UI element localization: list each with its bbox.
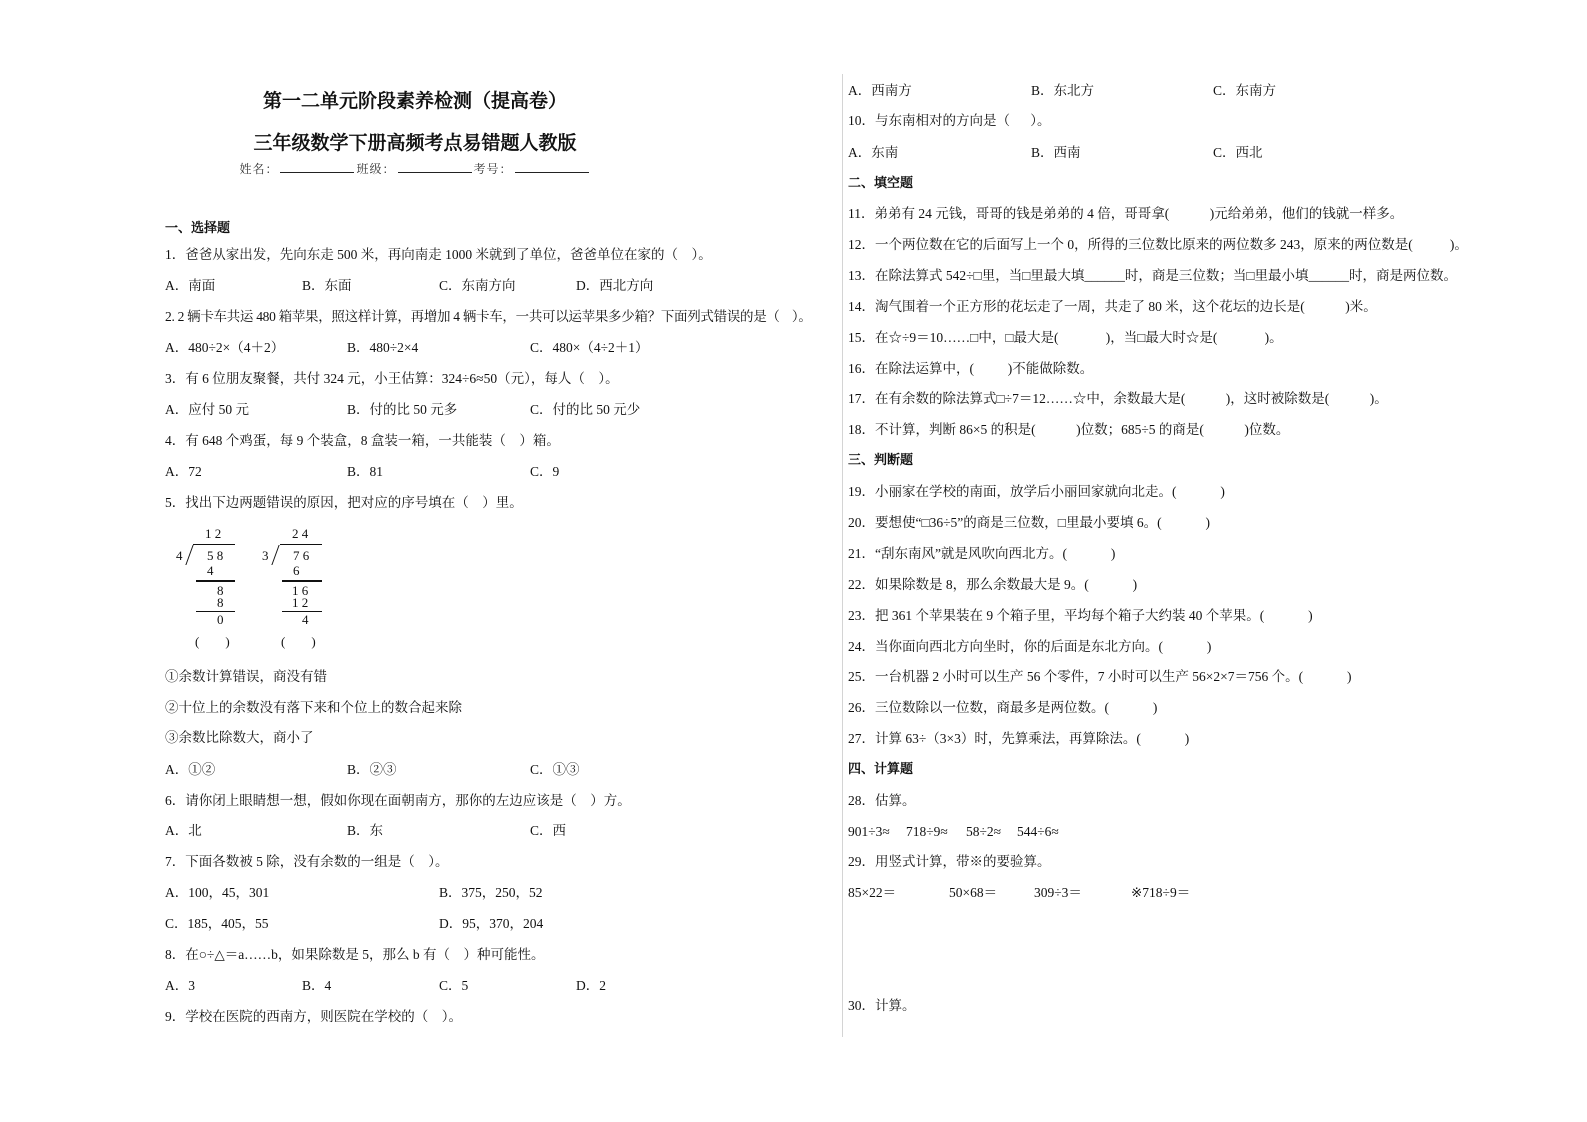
q7-option-c: C．185，405，55 [165,916,269,931]
q10-option-c: C．西北 [1213,145,1263,160]
q9-option-a: A．西南方 [848,83,912,98]
question-11: 11．弟弟有 24 元钱，哥哥的钱是弟弟的 4 倍，哥哥拿( )元给弟弟，他们的钱就一样多。 [848,206,1404,221]
dividend: 5 8 [207,548,224,563]
question-1: 1．爸爸从家出发，先向东走 500 米，再向南走 1000 米就到了单位，爸爸单位在家的（ ）。 [165,247,712,262]
q3-option-a: A．应付 50 元 [165,402,249,417]
question-14: 14．淘气围着一个正方形的花坛走了一周，共走了 80 米，这个花坛的边长是( )米。 [848,299,1377,314]
q29-item-2: 50×68＝ [949,885,998,900]
exam-title: 第一二单元阶段素养检测（提高卷） [262,90,567,112]
q5-option-c: C．①③ [530,762,580,777]
q28-item-1: 901÷3≈ [848,824,890,839]
question-9: 9．学校在医院的西南方，则医院在学校的（ ）。 [165,1009,462,1024]
q6-option-b: B．东 [347,823,384,838]
question-19: 19．小丽家在学校的南面，放学后小丽回家就向北走。( ) [848,484,1225,499]
question-29: 29．用竖式计算，带※的要验算。 [848,854,1051,869]
question-15: 15．在☆÷9＝10……□中，□最大是( )，当□最大时☆是( )。 [848,330,1283,345]
q10-option-b: B．西南 [1031,145,1081,160]
q3-option-b: B．付的比 50 元多 [347,402,458,417]
section-heading-fill: 二、填空题 [848,176,914,191]
q5-reason-3: ③余数比除数大，商小了 [165,730,314,745]
question-3: 3．有 6 位朋友聚餐，共付 324 元，小王估算：324÷6≈50（元），每人（ ）。 [165,371,619,386]
question-27: 27．计算 63÷（3×3）时，先算乘法，再算除法。( ) [848,731,1190,746]
dividend: 7 6 [293,548,310,563]
section-heading-judge: 三、判断题 [848,453,914,468]
q4-option-a: A．72 [165,464,202,479]
class-field[interactable] [398,160,472,173]
question-18: 18．不计算，判断 86×5 的积是( )位数；685÷5 的商是( )位数。 [848,422,1290,437]
step: 4 [302,612,309,627]
exam-subtitle: 三年级数学下册高频考点易错题人教版 [253,132,577,154]
q7-option-d: D．95，370，204 [439,916,544,931]
q29-item-3: 309÷3＝ [1034,885,1082,900]
q8-option-a: A．3 [165,978,195,993]
question-5: 5．找出下边两题错误的原因，把对应的序号填在（ ）里。 [165,495,523,510]
q6-option-c: C．西 [530,823,567,838]
question-28: 28．估算。 [848,793,916,808]
q2-option-a: A．480÷2×（4＋2） [165,340,285,355]
q1-option-c: C．东南方向 [439,278,516,293]
name-field[interactable] [280,160,354,173]
q2-option-b: B．480÷2×4 [347,340,419,355]
q2-option-c: C．480×（4÷2＋1） [530,340,649,355]
student-info-row [0,160,830,177]
q4-option-c: C．9 [530,464,560,479]
answer-blank[interactable]: ( ) [281,634,316,649]
q7-option-b: B．375，250，52 [439,885,543,900]
number-field[interactable] [515,160,589,173]
q9-option-c: C．东南方 [1213,83,1277,98]
q28-item-4: 544÷6≈ [1017,824,1059,839]
question-16: 16．在除法运算中，( )不能做除数。 [848,361,1094,376]
question-2: 2. 2 辆卡车共运 480 箱苹果，照这样计算，再增加 4 辆卡车，一共可以运苹果多少箱？下面列式错误的是（ ）。 [165,309,812,324]
q5-option-a: A．①② [165,762,216,777]
q1-option-b: B．东面 [302,278,352,293]
question-10: 10．与东南相对的方向是（ ）。 [848,113,1051,128]
quotient: 1 2 [205,526,222,541]
question-30: 30．计算。 [848,998,916,1013]
class-label: 班级： [356,162,396,176]
question-13: 13．在除法算式 542÷□里，当□里最大填______时，商是三位数；当□里最小填______时，商是两位数。 [848,268,1457,283]
question-21: 21．“刮东南风”就是风吹向西北方。( ) [848,546,1116,561]
q1-option-d: D．西北方向 [576,278,654,293]
q1-option-a: A．南面 [165,278,216,293]
question-22: 22．如果除数是 8，那么余数最大是 9。( ) [848,577,1138,592]
name-label: 姓名： [239,162,279,176]
question-26: 26．三位数除以一位数，商最多是两位数。( ) [848,700,1158,715]
step: 0 [217,612,224,627]
number-label: 考号： [473,162,513,176]
q8-option-c: C．5 [439,978,469,993]
question-20: 20．要想使“□36÷5”的商是三位数，□里最小要填 6。( ) [848,515,1210,530]
q28-item-2: 718÷9≈ [906,824,948,839]
question-24: 24．当你面向西北方向坐时，你的后面是东北方向。( ) [848,639,1212,654]
question-17: 17．在有余数的除法算式□÷7＝12……☆中，余数最大是( )，这时被除数是( )。 [848,391,1388,406]
q5-option-b: B．②③ [347,762,397,777]
q5-reason-1: ①余数计算错误，商没有错 [165,669,327,684]
step: 1 2 [292,595,309,610]
q10-option-a: A．东南 [848,145,899,160]
question-12: 12．一个两位数在它的后面写上一个 0，所得的三位数比原来的两位数多 243，原来的两位数是( )。 [848,237,1468,252]
q28-item-3: 58÷2≈ [966,824,1002,839]
q5-reason-2: ②十位上的余数没有落下来和个位上的数合起来除 [165,700,462,715]
q8-option-b: B．4 [302,978,332,993]
section-heading-calc: 四、计算题 [848,762,914,777]
question-7: 7．下面各数被 5 除，没有余数的一组是（ ）。 [165,854,449,869]
q9-option-b: B．东北方 [1031,83,1095,98]
section-heading-choice: 一、选择题 [165,221,231,236]
question-23: 23．把 361 个苹果装在 9 个箱子里，平均每个箱子大约装 40 个苹果。( ) [848,608,1313,623]
q4-option-b: B．81 [347,464,384,479]
answer-blank[interactable]: ( ) [195,634,230,649]
question-6: 6．请你闭上眼睛想一想，假如你现在面朝南方，那你的左边应该是（ ）方。 [165,793,631,808]
question-8: 8．在○÷△＝a……b，如果除数是 5，那么 b 有（ ）种可能性。 [165,947,545,962]
question-4: 4．有 648 个鸡蛋，每 9 个装盒，8 盒装一箱，一共能装（ ）箱。 [165,433,560,448]
q3-option-c: C．付的比 50 元少 [530,402,641,417]
step: 6 [293,563,300,578]
step: 8 [217,583,224,598]
q29-item-4: ※718÷9＝ [1131,885,1191,900]
divisor: 4 [176,548,183,563]
q8-option-d: D．2 [576,978,606,993]
quotient: 2 4 [292,526,309,541]
q29-item-1: 85×22＝ [848,885,897,900]
page-divider [842,74,843,1037]
q6-option-a: A．北 [165,823,202,838]
question-25: 25．一台机器 2 小时可以生产 56 个零件，7 小时可以生产 56×2×7＝756 个。( ) [848,669,1352,684]
divisor: 3 [262,548,269,563]
q7-option-a: A．100，45，301 [165,885,270,900]
step: 1 6 [292,583,309,598]
step: 8 [217,595,224,610]
step: 4 [207,563,214,578]
